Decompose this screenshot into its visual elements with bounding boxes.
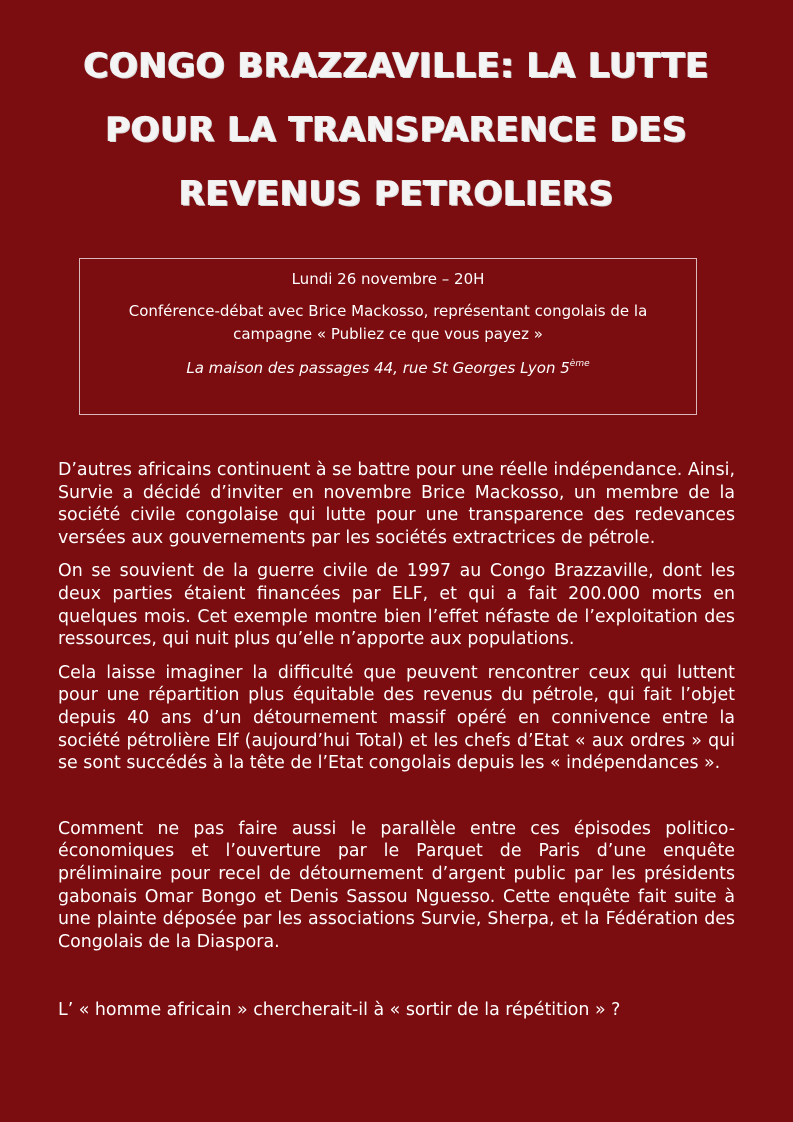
- title-line-3: REVENUS PETROLIERS: [179, 174, 614, 214]
- event-venue-superscript: ème: [569, 359, 590, 369]
- paragraph-1: D’autres africains continuent à se battre pour une réelle indépendance. Ainsi, Survie a décidé d’inviter en novembre Brice Mackosso, un membre de la société civile congolaise qui lutte pour une transparence des redevances versées aux gouvernements par les sociétés extractrices de pétrole.: [58, 460, 735, 548]
- closing-question: L’ « homme africain » chercherait-il à « sortir de la répétition » ?: [58, 1000, 621, 1021]
- event-info-box: [79, 258, 697, 415]
- event-venue-text: La maison des passages 44, rue St Georges Lyon 5: [186, 359, 570, 377]
- paragraph-3: Cela laisse imaginer la difficulté que peuvent rencontrer ceux qui luttent pour une répartition plus équitable des revenus du pétrole, qui fait l’objet depuis 40 ans d’un détournement massif opéré en connivence entre la société pétrolière Elf (aujourd’hui Total) et les chefs d’Etat « aux ordres » qui se sont succédés à la tête de l’Etat congolais depuis les « indépendances ».: [58, 662, 735, 774]
- event-venue: [80, 357, 696, 380]
- article-body: [58, 459, 735, 1033]
- paragraph-2: On se souvient de la guerre civile de 1997 au Congo Brazzaville, dont les deux parties étaient financées par ELF, et qui a fait 200.000 morts en quelques mois. Cet exemple montre bien l’effet néfaste de l’exploitation des ressources, qui nuit plus qu’elle n’apporte aux populations.: [58, 561, 735, 650]
- page-title: [40, 34, 753, 226]
- title-line-2: POUR LA TRANSPARENCE DES: [105, 110, 688, 150]
- title-line-1: CONGO BRAZZAVILLE: LA LUTTE: [83, 46, 710, 86]
- paragraph-4: Comment ne pas faire aussi le parallèle entre ces épisodes politico-économiques et l’ouverture par le Parquet de Paris d’une enquête préliminaire pour recel de détournement d’argent public par les présidents gabonais Omar Bongo et Denis Sassou Nguesso. Cette enquête fait suite à une plainte déposée par les associations Survie, Sherpa, et la Fédération des Congolais de la Diaspora.: [58, 818, 735, 952]
- event-description: Conférence-débat avec Brice Mackosso, représentant congolais de la campagne « Publiez ce que vous payez »: [128, 302, 648, 343]
- event-date: Lundi 26 novembre – 20H: [291, 270, 485, 288]
